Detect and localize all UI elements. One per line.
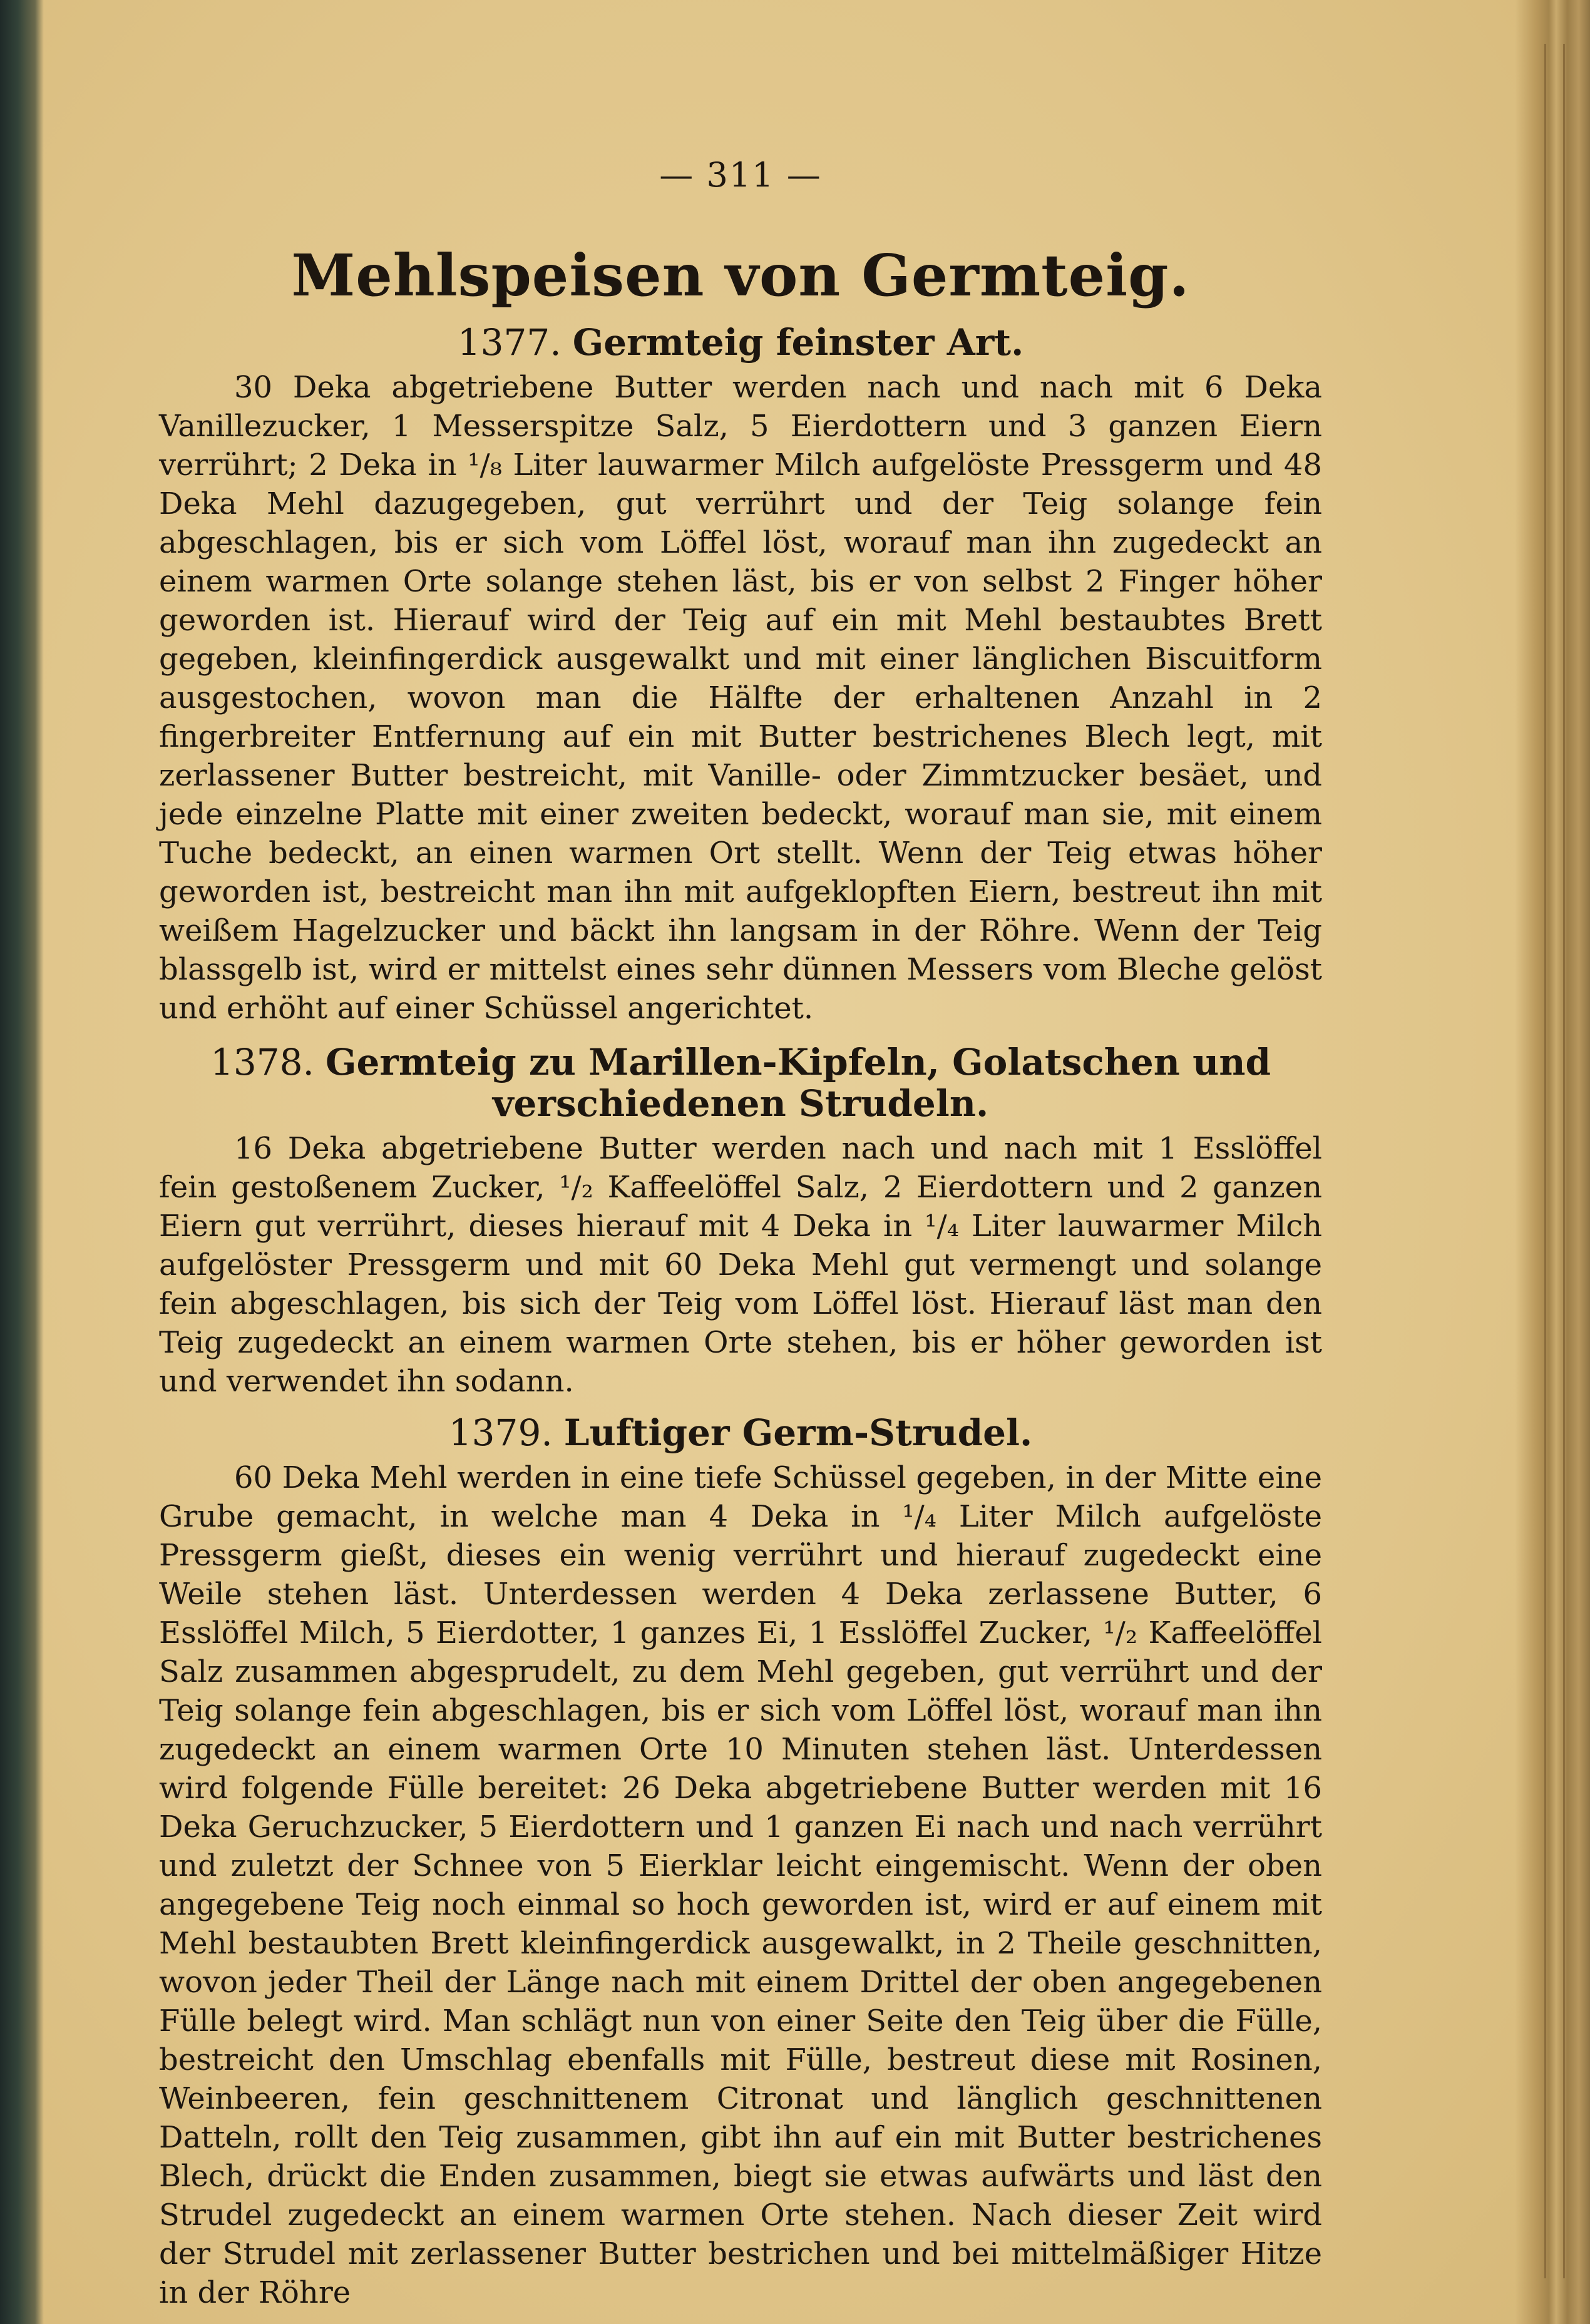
- page-edge-line: [1563, 44, 1565, 2278]
- recipe-heading: [159, 1042, 1322, 1124]
- recipe-number: 1379.: [448, 1411, 553, 1454]
- recipe-heading: [159, 322, 1322, 363]
- recipe-1377: [159, 322, 1322, 1028]
- page-number: — 311 —: [659, 155, 822, 195]
- recipe-1379: [159, 1412, 1322, 2312]
- chapter-title: Mehlspeisen von Germteig.: [291, 242, 1190, 309]
- recipe-1378: [159, 1042, 1322, 1401]
- binding-edge: [0, 0, 44, 2324]
- recipe-title: Germteig feinster Art.: [572, 321, 1024, 364]
- page-edge-line: [1544, 44, 1546, 2278]
- text-block: [159, 150, 1322, 2312]
- recipe-title: Luftiger Germ-Strudel.: [563, 1411, 1033, 1454]
- page-edges: [1515, 0, 1590, 2324]
- recipe-text: 16 Deka abgetriebene Butter werden nach und nach mit 1 Esslöffel fein gestoßenem Zucker, ¹/₂ Kaffeelöffel Salz, 2 Eierdottern und 2 ganzen Eiern gut verrührt, dieses hierauf mit 4 Deka in ¹/₄ Liter lauwarmer Milch aufgelöster Pressgerm und mit 60 Deka Mehl gut vermengt und solange fein abgeschlagen, bis sich der Teig vom Löffel löst. Hierauf läst man den Teig zugedeckt an einem warmen Orte stehen, bis er höher geworden ist und verwendet ihn sodann.: [159, 1131, 1322, 1399]
- recipe-heading: [159, 1412, 1322, 1453]
- recipe-number: 1378.: [210, 1041, 314, 1083]
- recipe-text: 60 Deka Mehl werden in eine tiefe Schüssel gegeben, in der Mitte eine Grube gemacht, in welche man 4 Deka in ¹/₄ Liter Milch aufgelöste Pressgerm gießt, dieses ein wenig verrührt und hierauf zugedeckt eine Weile stehen läst. Unterdessen werden 4 Deka zerlassene Butter, 6 Esslöffel Milch, 5 Eierdotter, 1 ganzes Ei, 1 Esslöffel Zucker, ¹/₂ Kaffeelöffel Salz zusammen abgesprudelt, zu dem Mehl gegeben, gut verrührt und der Teig solange fein abgeschlagen, bis er sich vom Löffel löst, worauf man ihn zugedeckt an einem warmen Orte 10 Minuten stehen läst. Unterdessen wird folgende Fülle bereitet: 26 Deka abgetriebene Butter werden mit 16 Deka Geruchzucker, 5 Eierdottern und 1 ganzen Ei nach und nach verrührt und zuletzt der Schnee von 5 Eierklar leicht eingemischt. Wenn der oben angegebene Teig noch einmal so hoch geworden ist, wird er auf einem mit Mehl bestaubten Brett kleinfingerdick ausgewalkt, in 2 Theile geschnitten, wovon jeder Theil der Länge nach mit einem Drittel der oben angegebenen Fülle belegt wird. Man schlägt nun von einer Seite den Teig über die Fülle, bestreicht den Umschlag ebenfalls mit Fülle, bestreut diese mit Rosinen, Weinbeeren, fein geschnittenem Citronat und länglich geschnittenen Datteln, rollt den Teig zusammen, gibt ihn auf ein mit Butter bestrichenes Blech, drückt die Enden zusammen, biegt sie etwas aufwärts und läst den Strudel zugedeckt an einem warmen Orte stehen. Nach dieser Zeit wird der Strudel mit zerlassener Butter bestrichen und bei mittelmäßiger Hitze in der Röhre: [159, 1460, 1322, 2310]
- recipe-number: 1377.: [457, 321, 562, 364]
- recipe-title: Germteig zu Marillen-Kipfeln, Golatschen und verschiedenen Strudeln.: [325, 1041, 1271, 1125]
- recipe-text: 30 Deka abgetriebene Butter werden nach und nach mit 6 Deka Vanillezucker, 1 Messerspitze Salz, 5 Eierdottern und 3 ganzen Eiern verrührt; 2 Deka in ¹/₈ Liter lauwarmer Milch aufgelöste Pressgerm und 48 Deka Mehl dazugegeben, gut verrührt und der Teig solange fein abgeschlagen, bis er sich vom Löffel löst, worauf man ihn zugedeckt an einem warmen Orte solange stehen läst, bis er von selbst 2 Finger höher geworden ist. Hierauf wird der Teig auf ein mit Mehl bestaubtes Brett gegeben, kleinfingerdick ausgewalkt und mit einer länglichen Biscuitform ausgestochen, wovon man die Hälfte der erhaltenen Anzahl in 2 fingerbreiter Entfernung auf ein mit Butter bestrichenes Blech legt, mit zerlassener Butter bestreicht, mit Vanille- oder Zimmtzucker besäet, und jede einzelne Platte mit einer zweiten bedeckt, worauf man sie, mit einem Tuche bedeckt, an einen warmen Ort stellt. Wenn der Teig etwas höher geworden ist, bestreicht man ihn mit aufgeklopften Eiern, bestreut ihn mit weißem Hagelzucker und bäckt ihn langsam in der Röhre. Wenn der Teig blassgelb ist, wird er mittelst eines sehr dünnen Messers vom Bleche gelöst und erhöht auf einer Schüssel angerichtet.: [159, 370, 1322, 1026]
